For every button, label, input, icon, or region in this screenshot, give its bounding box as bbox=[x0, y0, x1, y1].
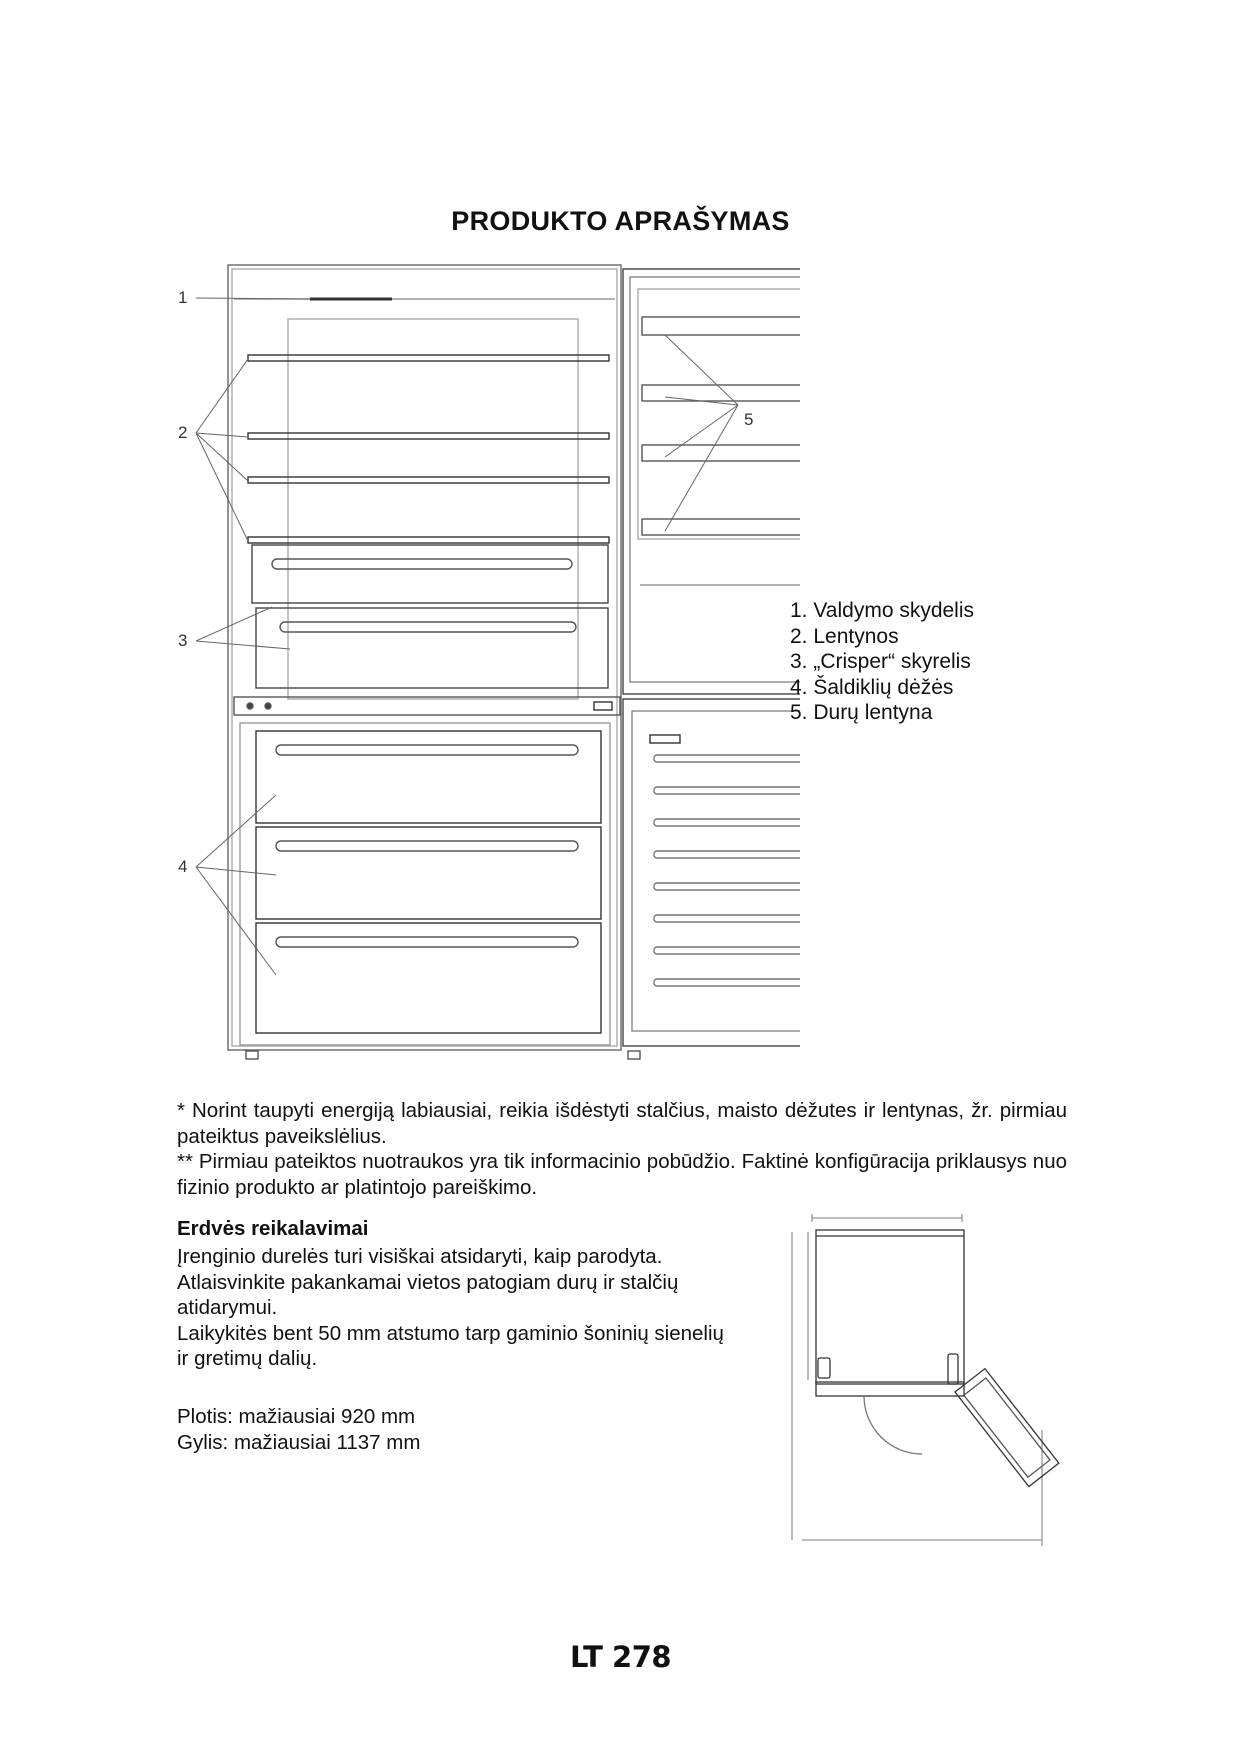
legend-item: 5. Durų lentyna bbox=[790, 701, 933, 724]
page-number: LT 278 bbox=[569, 1640, 672, 1674]
space-paragraph: Įrenginio durelės turi visiškai atsidaryti, kaip parodyta. bbox=[177, 1245, 663, 1268]
dimension-width: Plotis: mažiausiai 920 mm bbox=[177, 1405, 416, 1428]
space-paragraph: Atlaisvinkite pakankamai vietos patogiam durų ir stalčių atidarymui. bbox=[177, 1270, 679, 1319]
dimension-list bbox=[177, 1404, 420, 1456]
callout-5: 5 bbox=[744, 410, 754, 429]
callout-1: 1 bbox=[178, 288, 188, 307]
notes bbox=[177, 1098, 1067, 1200]
note-disclaimer: ** Pirmiau pateiktos nuotraukos yra tik informacinio pobūdžio. Faktinė konfigūracija priklausys nuo fizinio produkto ar platintojo pareiškimo. bbox=[177, 1150, 1067, 1199]
legend-item: 4. Šaldiklių dėžės bbox=[790, 675, 954, 699]
dimension-depth: Gylis: mažiausiai 1137 mm bbox=[177, 1431, 421, 1454]
clearance-diagram bbox=[772, 1210, 1062, 1550]
parts-legend bbox=[790, 598, 974, 726]
space-paragraph: Laikykitės bent 50 mm atstumo tarp gaminio šoninių sienelių ir gretimų dalių. bbox=[177, 1321, 724, 1370]
callout-3: 3 bbox=[178, 631, 188, 650]
legend-item: 3. „Crisper“ skyrelis bbox=[790, 650, 971, 673]
legend-item: 1. Valdymo skydelis bbox=[790, 599, 975, 622]
space-requirements-heading: Erdvės reikalavimai bbox=[177, 1217, 369, 1240]
page-title: PRODUKTO APRAŠYMAS bbox=[451, 206, 790, 236]
note-energy: * Norint taupyti energiją labiausiai, reikia išdėstyti stalčius, maisto dėžutes ir lentynas, žr. pirmiau pateiktus paveikslėlius. bbox=[177, 1099, 1067, 1148]
space-requirements-body bbox=[177, 1244, 737, 1372]
callout-2: 2 bbox=[178, 423, 188, 442]
legend-item: 2. Lentynos bbox=[790, 624, 899, 648]
fridge-diagram bbox=[160, 255, 800, 1065]
callout-4: 4 bbox=[178, 857, 188, 876]
